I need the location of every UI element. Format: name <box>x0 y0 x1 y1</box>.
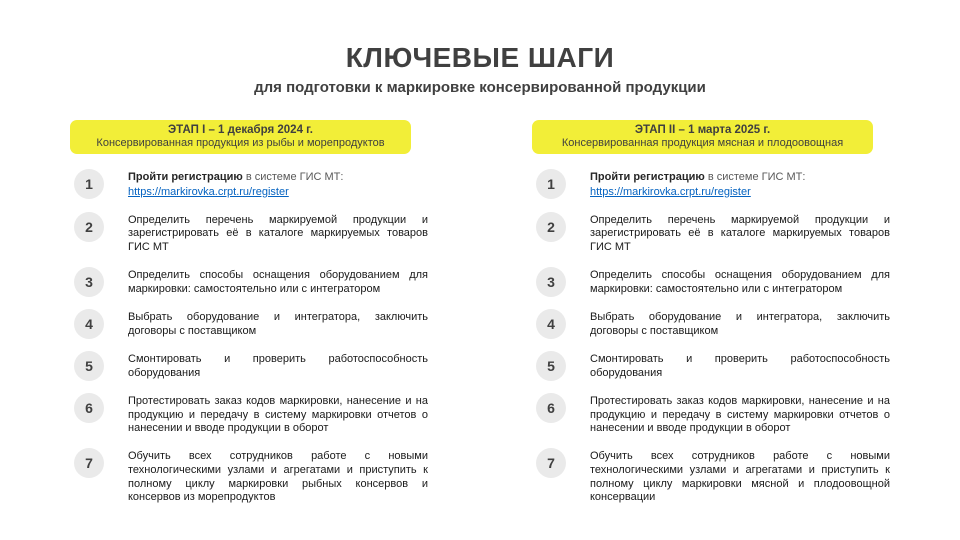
step-text: Протестировать заказ кодов маркировки, нанесение и на продукцию и передачу в систему маркировки отчетов о нанесении и вводе продукции в оборот <box>128 394 428 435</box>
step-item <box>532 393 890 436</box>
stage-1-banner <box>70 120 411 154</box>
step-number-badge: 4 <box>74 309 104 339</box>
step-lead-text: Пройти регистрацию <box>590 171 705 183</box>
step-text: Обучить всех сотрудников работе с новыми технологическими узлами и агрегатами и приступить к полному циклу маркировки мясной и плодоовощной консервации <box>590 450 890 504</box>
step-item <box>70 351 428 381</box>
step-number-badge: 3 <box>536 267 566 297</box>
step-text: Протестировать заказ кодов маркировки, нанесение и на продукцию и передачу в систему маркировки отчетов о нанесении и вводе продукции в оборот <box>590 394 890 435</box>
page-title: КЛЮЧЕВЫЕ ШАГИ <box>345 42 615 73</box>
stage-1-banner-subtitle: Консервированная продукция из рыбы и морепродуктов <box>96 137 385 149</box>
step-item <box>532 448 890 505</box>
stage-2-banner <box>532 120 873 154</box>
step-number-badge: 5 <box>536 351 566 381</box>
step-text <box>128 169 428 200</box>
step-item <box>532 351 890 381</box>
step-text: Определить способы оснащения оборудованием для маркировки: самостоятельно или с интегратором <box>128 268 428 295</box>
stage-1-column <box>70 120 428 505</box>
step-text: Обучить всех сотрудников работе с новыми технологическими узлами и агрегатами и приступить к полному циклу маркировки рыбных консервов и консервов из морепродуктов <box>128 450 428 504</box>
step-text: Определить перечень маркируемой продукции и зарегистрировать её в каталоге маркируемых товаров ГИС МТ <box>590 213 890 253</box>
step-number-badge: 3 <box>74 267 104 297</box>
step-lead-text: Пройти регистрацию <box>128 171 243 183</box>
step-number-badge: 6 <box>74 393 104 423</box>
step-item <box>70 448 428 505</box>
stage-2-column <box>532 120 890 505</box>
stage-1-steps <box>70 169 428 505</box>
step-text: Определить перечень маркируемой продукции и зарегистрировать её в каталоге маркируемых товаров ГИС МТ <box>128 213 428 253</box>
step-rest-text: в системе ГИС МТ: <box>242 171 344 183</box>
step-number-badge: 1 <box>536 169 566 199</box>
step-item <box>70 393 428 436</box>
step-rest-text: в системе ГИС МТ: <box>704 171 806 183</box>
stage-2-banner-subtitle: Консервированная продукция мясная и плодоовощная <box>561 137 844 149</box>
step-text: Определить способы оснащения оборудованием для маркировки: самостоятельно или с интегратором <box>590 268 890 295</box>
stages-container <box>0 120 960 505</box>
registration-link[interactable]: https://markirovka.crpt.ru/register <box>590 185 751 198</box>
step-number-badge: 6 <box>536 393 566 423</box>
step-number-badge: 7 <box>74 448 104 478</box>
step-number-badge: 2 <box>74 212 104 242</box>
step-text: Смонтировать и проверить работоспособность оборудования <box>128 352 428 379</box>
step-text: Смонтировать и проверить работоспособность оборудования <box>590 352 890 379</box>
step-item <box>70 212 428 255</box>
step-item <box>532 267 890 297</box>
step-number-badge: 4 <box>536 309 566 339</box>
step-number-badge: 1 <box>74 169 104 199</box>
step-item <box>532 309 890 339</box>
registration-link[interactable]: https://markirovka.crpt.ru/register <box>128 185 289 198</box>
stage-2-steps <box>532 169 890 505</box>
stage-2-banner-title: ЭТАП II – 1 марта 2025 г. <box>634 124 771 136</box>
step-item <box>70 267 428 297</box>
step-item <box>70 169 428 200</box>
step-number-badge: 2 <box>536 212 566 242</box>
step-text <box>590 169 890 200</box>
step-item <box>532 169 890 200</box>
stage-1-banner-title: ЭТАП I – 1 декабря 2024 г. <box>167 124 313 136</box>
step-text: Выбрать оборудование и интегратора, заключить договоры с поставщиком <box>128 310 428 337</box>
step-text: Выбрать оборудование и интегратора, заключить договоры с поставщиком <box>590 310 890 337</box>
step-item <box>532 212 890 255</box>
step-number-badge: 5 <box>74 351 104 381</box>
step-item <box>70 309 428 339</box>
step-number-badge: 7 <box>536 448 566 478</box>
page-subtitle: для подготовки к маркировке консервированной продукции <box>254 79 706 96</box>
